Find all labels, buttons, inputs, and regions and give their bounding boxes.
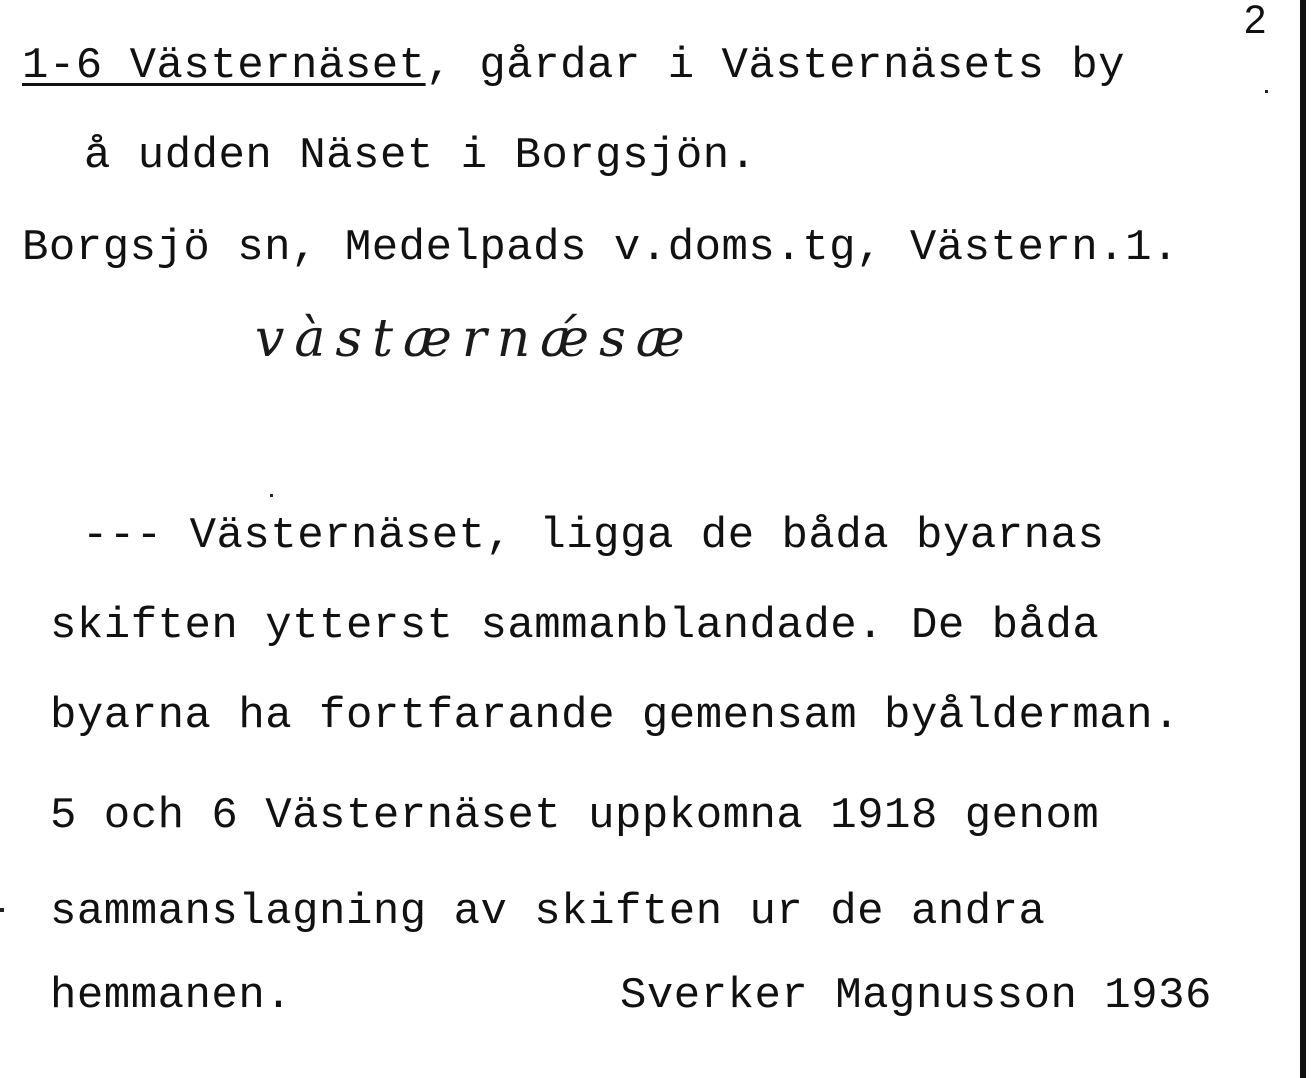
parish-line: Borgsjö sn, Medelpads v.doms.tg, Västern.1.	[22, 223, 1179, 273]
body-line-1: --- Västernäset, ligga de båda byarnas	[82, 511, 1105, 561]
body-line-3: byarna ha fortfarande gemensam byålderman.	[50, 691, 1180, 741]
scan-speck	[270, 494, 273, 497]
card-heading	[22, 40, 1125, 92]
card-edge	[1300, 0, 1306, 1078]
body-line-5: sammanslagning av skiften ur de andra	[50, 887, 1046, 937]
page-number: 2	[1244, 0, 1267, 42]
location-line: å udden Näset i Borgsjön.	[84, 131, 757, 181]
signature: Sverker Magnusson 1936	[620, 971, 1212, 1021]
heading-title: 1-6 Västernäset	[22, 41, 426, 91]
phonetic-transcription: vàstærnǽsæ	[255, 309, 695, 369]
body-line-4: 5 och 6 Västernäset uppkomna 1918 genom	[50, 791, 1100, 841]
body-line-6: hemmanen.	[50, 971, 293, 1021]
scan-speck	[0, 908, 4, 912]
heading-rest: , gårdar i Västernäsets by	[425, 41, 1126, 91]
scan-speck	[1265, 90, 1268, 93]
body-line-2: skiften ytterst sammanblandade. De båda	[50, 601, 1100, 651]
